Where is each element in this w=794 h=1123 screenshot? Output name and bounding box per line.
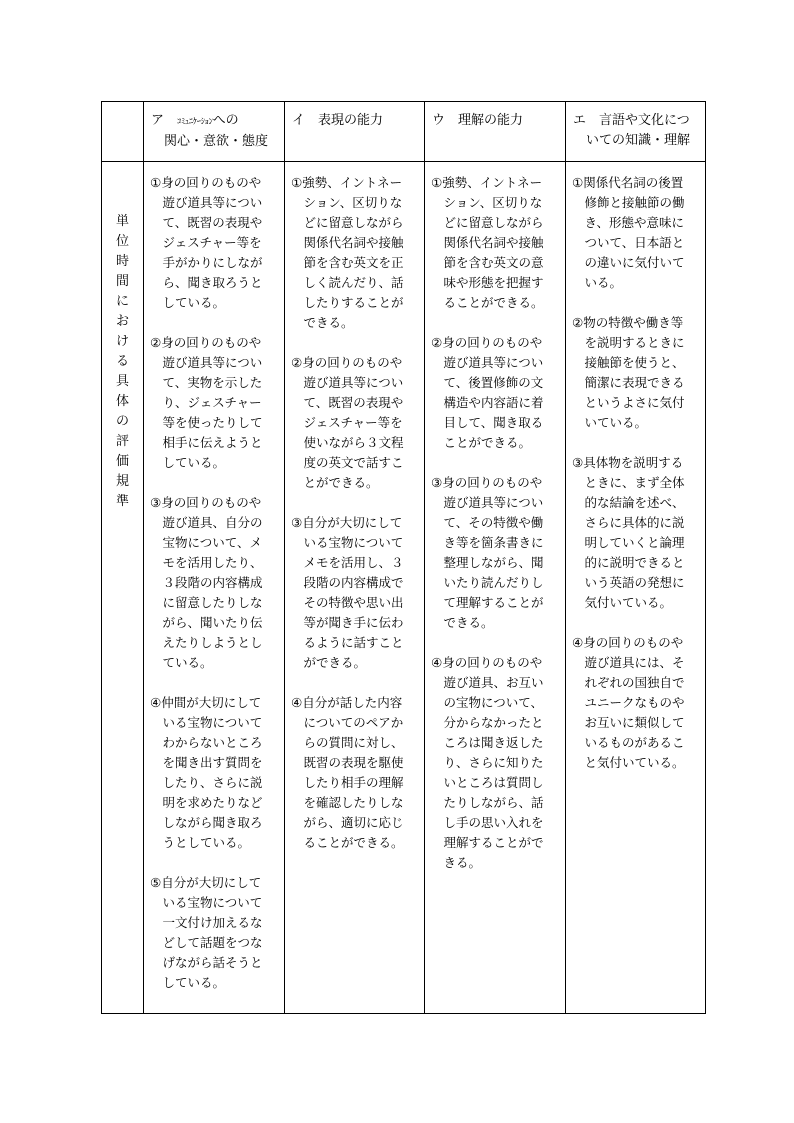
criterion-item: ②物の特徴や働き等 を説明するときに 接触節を使うと、 簡潔に表現できる というよさに気付 いている。: [572, 315, 685, 430]
expression-criteria-cell: [285, 162, 425, 1014]
header-row: [102, 102, 706, 162]
criterion-item: ①身の回りのものや 遊び道具等につい て、既習の表現や ジェスチャー等を 手がかりにしなが ら、聞き取ろうと している。: [150, 175, 263, 310]
header-cell-knowledge: [566, 102, 706, 162]
criterion-item: ③身の回りのものや 遊び道具、自分の 宝物について、メ モを活用したり、 ３段階の内容構成 に留意したりしな がら、聞いたり伝 えたりしようとし ている。: [150, 495, 263, 670]
criterion-item: ②身の回りのものや 遊び道具等につい て、実物を示した り、ジェスチャー 等を使ったりして 相手に伝えようと している。: [150, 335, 263, 470]
criterion-item: ②身の回りのものや 遊び道具等につい て、既習の表現や ジェスチャー等を 使いながら３文程 度の英文で話すこ とができる。: [291, 355, 404, 490]
header-text: イ 表現の能力: [292, 113, 384, 128]
criterion-item: ①関係代名詞の後置 修飾と接触節の働 き、形態や意味に ついて、日本語と の違いに気付いて いる。: [572, 175, 685, 290]
criterion-item: ④仲間が大切にして いる宝物について わからないところ を聞き出す質問を したり、さらに説 明を求めたりなど しながら聞き取ろ うとしている。: [150, 695, 263, 850]
header-cell-comprehension: [425, 102, 566, 162]
row-label: 単 位 時 間 に お け る 具 体 の 評 価 規 準: [115, 214, 129, 509]
header-rest: への 関心・意欲・態度: [164, 113, 269, 149]
criterion-item: ⑤自分が大切にして いる宝物について 一文付け加えるな どして話題をつな げながら話そうと している。: [150, 875, 263, 990]
criteria-row: [102, 162, 706, 1014]
header-text: エ 言語や文化につ いての知識・理解: [573, 113, 691, 148]
header-small-text: ｺﾐｭﾆｹｰｼｮﾝ: [177, 117, 213, 127]
criterion-item: ③具体物を説明する ときに、まず全体 的な結論を述べ、 さらに具体的に説 明していくと論理 的に説明できると いう英語の発想に 気付いている。: [572, 455, 685, 610]
corner-cell: [102, 102, 144, 162]
criterion-item: ①強勢、イントネー ション、区切りな どに留意しながら 関係代名詞や接触 節を含む英文を正 しく読んだり、話 したりすることが できる。: [291, 175, 404, 330]
header-text: ウ 理解の能力: [432, 113, 524, 128]
criterion-item: ①強勢、イントネー ション、区切りな どに留意しながら 関係代名詞や接触 節を含む英文の意 味や形態を把握す ることができる。: [431, 175, 544, 310]
evaluation-criteria-table: [101, 101, 706, 1014]
knowledge-criteria-cell: [566, 162, 706, 1014]
criterion-item: ③自分が大切にして いる宝物について メモを活用し、３ 段階の内容構成で その特徴や思い出 等が聞き手に伝わ るように話すこと ができる。: [291, 515, 404, 670]
criterion-item: ②身の回りのものや 遊び道具等につい て、後置修飾の文 構造や内容語に着 目して、聞き取る ことができる。: [431, 335, 544, 450]
criterion-item: ④身の回りのものや 遊び道具、お互い の宝物について、 分からなかったと ころは聞き返した り、さらに知りた いところは質問し たりしながら、話 し手の思い入れを 理解することがで きる。: [431, 655, 544, 870]
header-cell-expression: [285, 102, 425, 162]
header-prefix: ア: [151, 113, 178, 128]
header-cell-communication: [144, 102, 285, 162]
criterion-item: ④身の回りのものや 遊び道具には、そ れぞれの国独自で ユニークなものや お互いに類似して いるものがあるこ と気付いている。: [572, 635, 685, 770]
criterion-item: ④自分が話した内容 についてのペアか らの質問に対し、 既習の表現を駆使 したり相手の理解 を確認したりしな がら、適切に応じ ることができる。: [291, 695, 404, 850]
comprehension-criteria-cell: [425, 162, 566, 1014]
criterion-item: ③身の回りのものや 遊び道具等につい て、その特徴や働 き等を箇条書きに 整理しながら、聞 いたり読んだりし て理解することが できる。: [431, 475, 544, 630]
row-label-cell: [102, 162, 144, 1014]
communication-criteria-cell: [144, 162, 285, 1014]
